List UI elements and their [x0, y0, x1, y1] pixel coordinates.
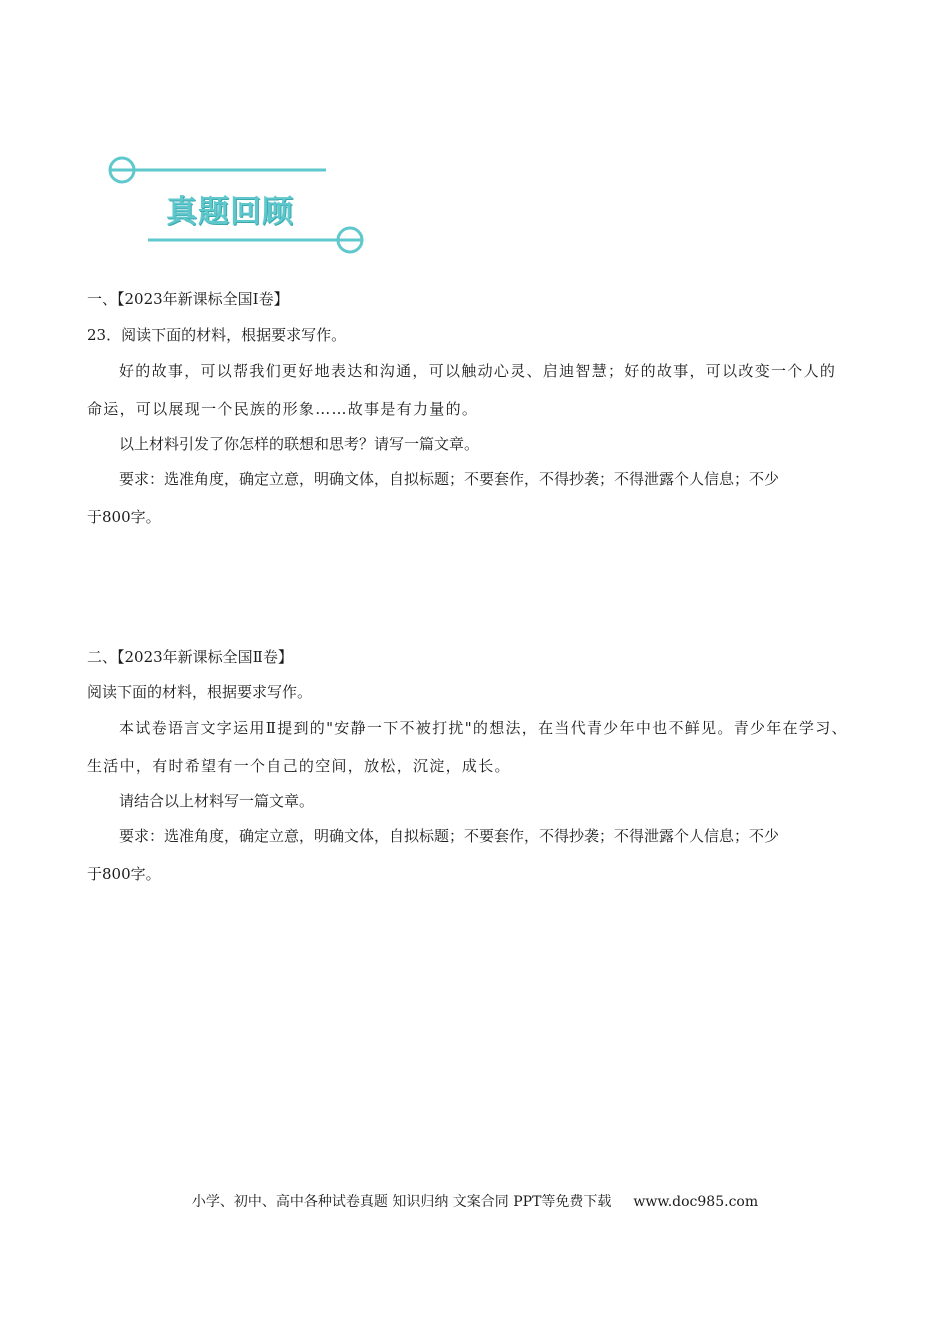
question-text: 23．阅读下面的材料，根据要求写作。 — [87, 326, 347, 344]
requirement-line: 于800字。 — [87, 865, 161, 883]
banner-title: 真题回顾 — [166, 194, 294, 230]
footer-text: 小学、初中、高中各种试卷真题 知识归纳 文案合同 PPT等免费下载 — [191, 1194, 612, 1210]
footer-url[interactable]: www.doc985.com — [633, 1194, 759, 1210]
material-line: 本试卷语言文字运用Ⅱ提到的"安静一下不被打扰"的想法，在当代青少年中也不鲜见。青少年在学习、 — [119, 719, 848, 737]
requirement-line: 要求：选准角度，确定立意，明确文体，自拟标题；不要套作，不得抄袭；不得泄露个人信息；不少 — [119, 470, 780, 488]
page-footer — [0, 1191, 950, 1211]
section-heading: 一、【2023年新课标全国Ⅰ卷】 — [87, 290, 289, 308]
question-section-2 — [87, 647, 877, 884]
requirement-line: 于800字。 — [87, 508, 161, 526]
question-section-1 — [87, 289, 877, 527]
section-banner — [104, 148, 374, 260]
section-heading: 二、【2023年新课标全国Ⅱ卷】 — [87, 648, 293, 666]
material-line: 命运，可以展现一个民族的形象……故事是有力量的。 — [87, 400, 479, 418]
question-text: 阅读下面的材料，根据要求写作。 — [87, 683, 313, 701]
prompt-text: 请结合以上材料写一篇文章。 — [119, 792, 315, 810]
material-line: 好的故事，可以帮我们更好地表达和沟通，可以触动心灵、启迪智慧；好的故事，可以改变一个人的 — [119, 362, 837, 380]
prompt-text: 以上材料引发了你怎样的联想和思考？请写一篇文章。 — [119, 435, 480, 453]
requirement-line: 要求：选准角度，确定立意，明确文体，自拟标题；不要套作，不得抄袭；不得泄露个人信息；不少 — [119, 827, 780, 845]
material-line: 生活中，有时希望有一个自己的空间，放松，沉淀，成长。 — [87, 757, 511, 775]
